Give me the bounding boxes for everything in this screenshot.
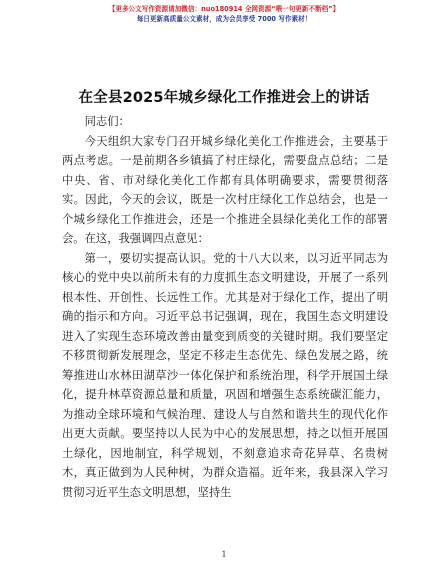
document-title: 在全县2025年城乡绿化工作推进会上的讲话 bbox=[78, 90, 370, 106]
page-number: 1 bbox=[221, 550, 227, 559]
paragraph: 今天组织大家专门召开城乡绿化美化工作推进会，主要基于两点考虑。一是前期各乡镇搞了村庄绿化，需要盘点总结；二是中央、省、市对绿化美化工作都有具体明确要求，需要贯彻落实。因此，今天的会议，既是一次村庄绿化工作总结会，也是一个城乡绿化工作推进会，还是一个推进全县绿化美化工作的部署会。在这，我强调四点意见： bbox=[62, 134, 388, 245]
promo-banner-line-2: 每日更新高质量公文素材，成为会员享受 7000 写作素材！ bbox=[136, 15, 312, 23]
salutation: 同志们： bbox=[84, 115, 130, 128]
promo-banner-line-1: 【更多公文写作资源请加微信：nuo180914 全网资源“喂一句更新不断档”】 bbox=[108, 5, 340, 13]
document-body bbox=[62, 112, 388, 502]
promo-banner bbox=[0, 4, 448, 24]
paragraph: 第一，要切实提高认识。党的十八大以来，以习近平同志为核心的党中央以前所未有的力度抓生态文明建设，开展了一系列根本性、开创性、长远性工作。尤其是对于绿化工作，提出了明确的指示和方向。习近平总书记强调，现在，我国生态文明建设进入了实现生态环境改善由量变到质变的关键时期。我们要坚定不移贯彻新发展理念，坚定不移走生态优先、绿色发展之路，统筹推进山水林田湖草沙一体化保护和系统治理，科学开展国土绿化，提升林草资源总量和质量，巩固和增强生态系统碳汇能力，为推动全球环境和气候治理、建设人与自然和谐共生的现代化作出更大贡献。要坚持以人民为中心的发展思想，持之以恒开展国土绿化，因地制宜，科学规划，不刻意追求奇花异草、名贵树木，真正做到为人民种树，为群众造福。近年来，我县深入学习贯彻习近平生态文明思想，坚持生 bbox=[62, 251, 388, 499]
